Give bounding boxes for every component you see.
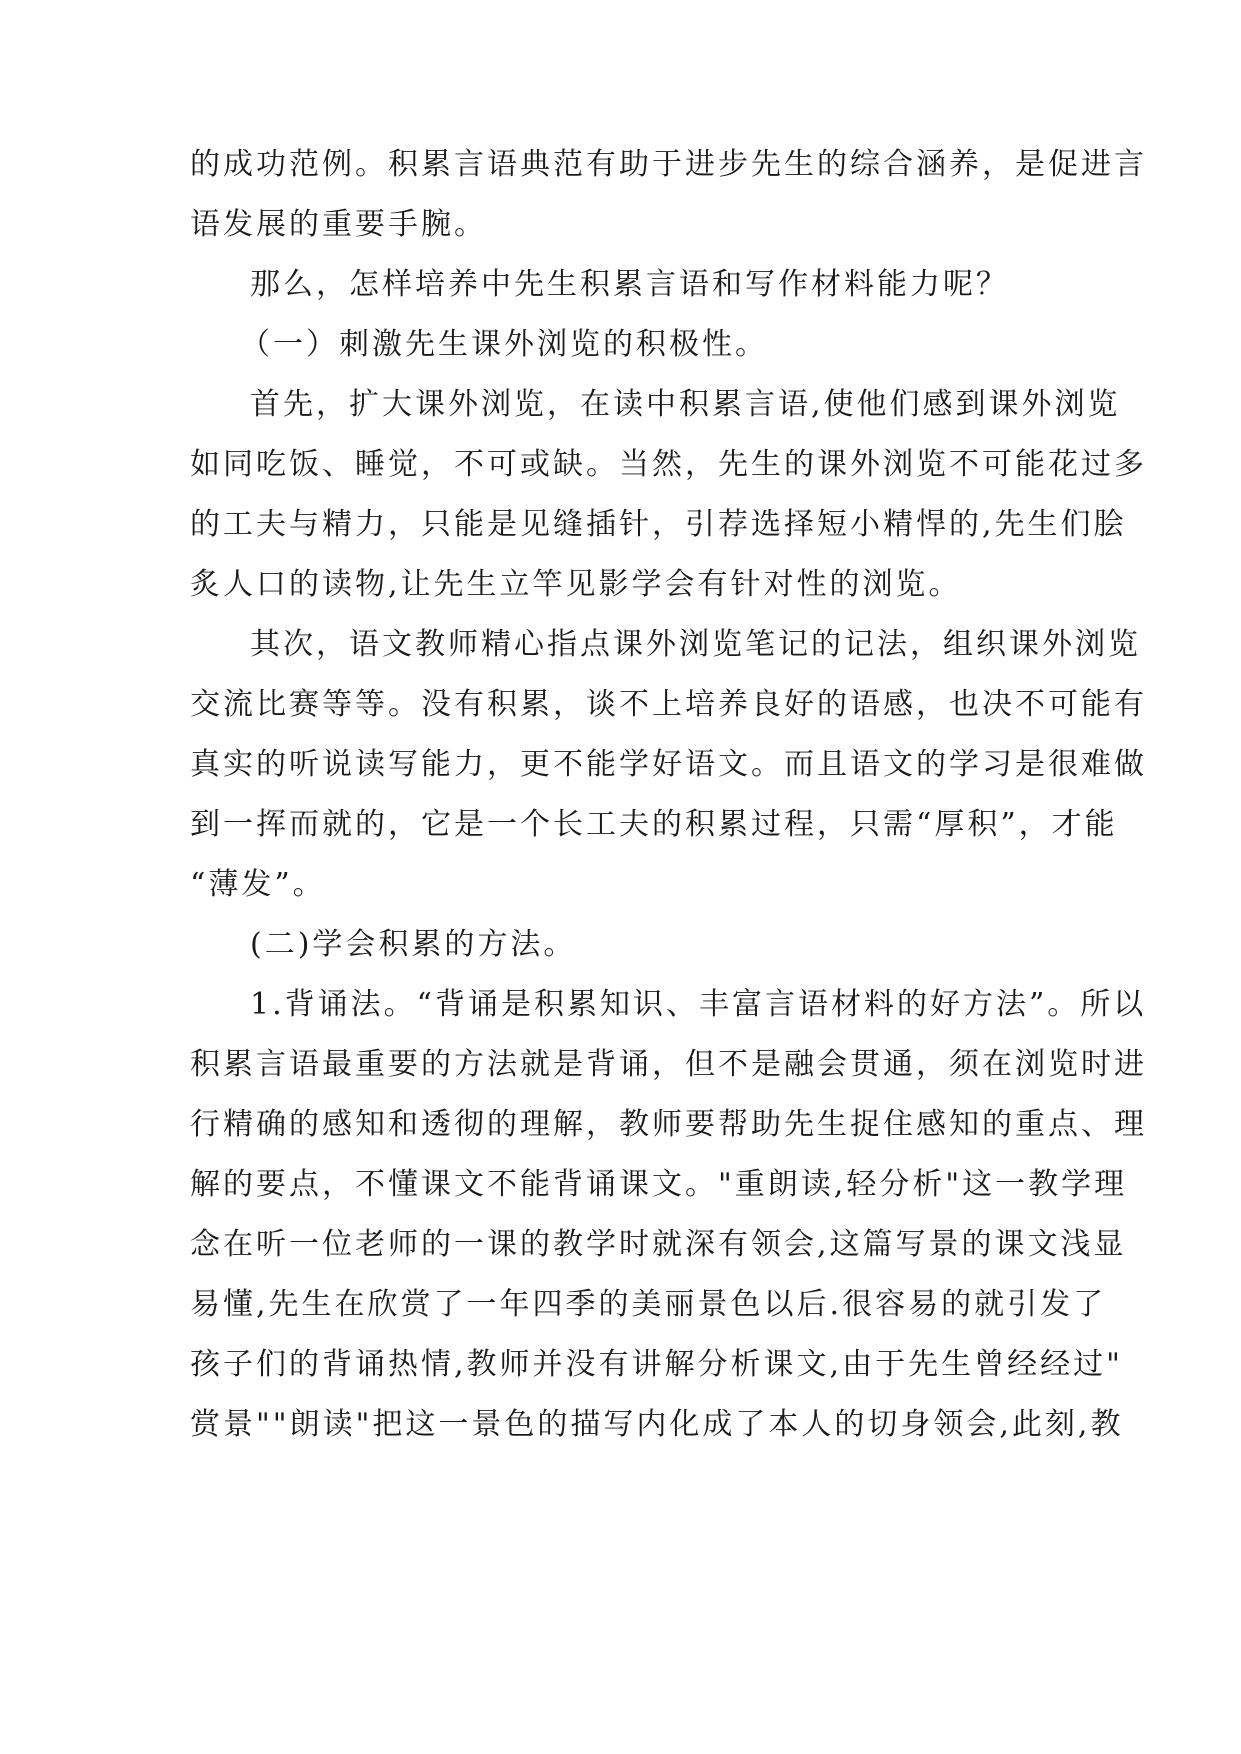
text-line: 如同吃饭、睡觉，不可或缺。当然，先生的课外浏览不可能花过多 bbox=[190, 447, 1147, 482]
section-heading: (二)学会积累的方法。 bbox=[250, 927, 577, 962]
text-line: 其次，语文教师精心指点课外浏览笔记的记法，组织课外浏览 bbox=[250, 627, 1141, 662]
text-line: 积累言语最重要的方法就是背诵，但不是融会贯通，须在浏览时进 bbox=[190, 1047, 1147, 1082]
text-line: 念在听一位老师的一课的教学时就深有领会,这篇写景的课文浅显 bbox=[190, 1227, 1127, 1262]
text-line: 首先，扩大课外浏览，在读中积累言语,使他们感到课外浏览 bbox=[250, 387, 1121, 422]
text-line: 解的要点，不懂课文不能背诵课文。"重朗读,轻分析"这一教学理 bbox=[190, 1167, 1128, 1202]
text-line: 那么，怎样培养中先生积累言语和写作材料能力呢？ bbox=[250, 267, 1009, 302]
text-line: 孩子们的背诵热情,教师并没有讲解分析课文,由于先生曾经经过" bbox=[190, 1347, 1123, 1382]
text-line: 语发展的重要手腕。 bbox=[190, 207, 487, 242]
text-line: 到一挥而就的，它是一个长工夫的积累过程，只需“厚积”，才能 bbox=[190, 807, 1118, 842]
text-line: 赏景""朗读"把这一景色的描写内化成了本人的切身领会,此刻,教 bbox=[190, 1407, 1124, 1442]
section-heading: （一）刺激先生课外浏览的积极性。 bbox=[240, 327, 768, 362]
text-line: 炙人口的读物,让先生立竿见影学会有针对性的浏览。 bbox=[190, 567, 962, 602]
text-line: 1.背诵法。“背诵是积累知识、丰富言语材料的好方法”。所以 bbox=[250, 987, 1147, 1022]
text-line: 的工夫与精力，只能是见缝插针，引荐选择短小精悍的,先生们脍 bbox=[190, 507, 1127, 542]
text-line: 行精确的感知和透彻的理解，教师要帮助先生捉住感知的重点、理 bbox=[190, 1107, 1147, 1142]
text-line: 交流比赛等等。没有积累，谈不上培养良好的语感，也决不可能有 bbox=[190, 687, 1147, 722]
text-line: 真实的听说读写能力，更不能学好语文。而且语文的学习是很难做 bbox=[190, 747, 1147, 782]
text-line: 易懂,先生在欣赏了一年四季的美丽景色以后.很容易的就引发了 bbox=[190, 1287, 1107, 1322]
text-line: “薄发”。 bbox=[190, 867, 326, 902]
text-line: 的成功范例。积累言语典范有助于进步先生的综合涵养，是促进言 bbox=[190, 147, 1147, 182]
